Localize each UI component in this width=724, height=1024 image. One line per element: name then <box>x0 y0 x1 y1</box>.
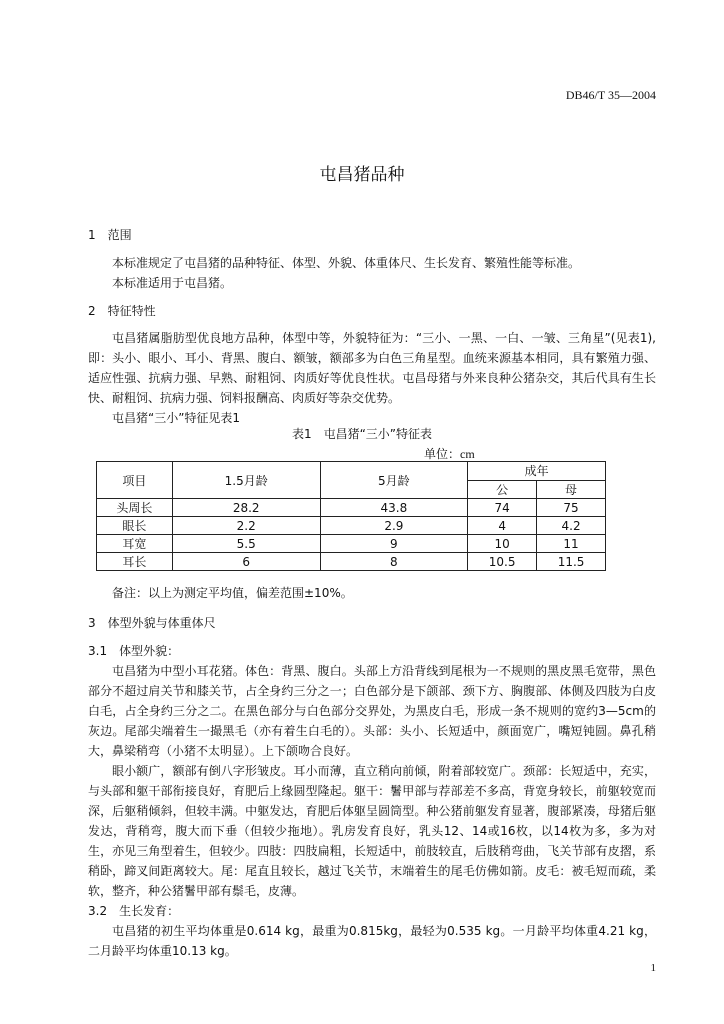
header-5-month: 5月龄 <box>320 462 468 499</box>
section-1-paragraph-2: 本标准适用于屯昌猪。 <box>112 276 233 290</box>
cell-value: 2.9 <box>320 517 468 535</box>
page-number: 1 <box>650 962 656 974</box>
header-adult: 成年 <box>468 462 606 481</box>
cell-value: 5.5 <box>172 535 320 553</box>
cell-value: 9 <box>320 535 468 553</box>
cell-value: 10.5 <box>468 553 537 571</box>
section-2-paragraph-1: 屯昌猪属脂肪型优良地方品种，体型中等，外貌特征为：“三小、一黑、一白、一皱、三角星”(见表1),即：头小、眼小、耳小、背黑、腹白、额皱，额部多为白色三角星型。血统来源基本相同，具有繁殖力强、适应性强、抗病力强、早熟、耐粗饲、肉质好等优良性状。屯昌母猪与外来良种公猪杂交，其后代具有生长快、耐粗饲、抗病力强、饲料报酬高、肉质好等杂交优势。 <box>88 331 656 405</box>
cell-value: 4.2 <box>537 517 606 535</box>
cell-value: 11.5 <box>537 553 606 571</box>
row-label: 耳长 <box>97 553 173 571</box>
header-item: 项目 <box>97 462 173 499</box>
section-3-1-paragraph-1: 屯昌猪为中型小耳花猪。体色：背黑、腹白。头部上方沿背线到尾根为一不规则的黑皮黑毛宽带，黑色部分不超过肩关节和膝关节，占全身约三分之一；白色部分是下颌部、颈下方、胸腹部、体侧及四肢为白皮白毛，占全身约三分之二。在黑色部分与白色部分交界处，为黑皮白毛，形成一条不规则的宽约3—5cm的灰边。尾部尖端着生一撮黑毛（亦有着生白毛的）。头部：头小、长短适中，颜面宽广，嘴短钝圆。鼻孔稍大，鼻梁稍弯（小猪不太明显）。上下颌吻合良好。 <box>88 664 656 758</box>
cell-value: 28.2 <box>172 499 320 517</box>
unit-value: cm <box>460 447 475 461</box>
section-3-2-heading: 3.2 生长发育： <box>88 904 180 918</box>
section-3-1-heading: 3.1 体型外貌： <box>88 644 180 658</box>
standard-code: DB46/T 35—2004 <box>565 88 656 102</box>
table-row <box>97 499 606 517</box>
table-caption: 表1 屯昌猪“三小”特征表 <box>291 427 433 441</box>
header-female: 母 <box>537 480 606 499</box>
section-2-paragraph-2: 屯昌猪“三小”特征见表1 <box>112 411 241 425</box>
cell-value: 11 <box>537 535 606 553</box>
table-row <box>97 535 606 553</box>
header-1-5-month: 1.5月龄 <box>172 462 320 499</box>
section-1-paragraph-1: 本标准规定了屯昌猪的品种特征、体型、外貌、体重体尺、生长发育、繁殖性能等标准。 <box>112 256 581 270</box>
row-label: 耳宽 <box>97 535 173 553</box>
section-3-2-paragraph-1: 屯昌猪的初生平均体重是0.614 kg，最重为0.815kg，最轻为0.535 kg。一月龄平均体重4.21 kg，二月龄平均体重10.13 kg。 <box>88 924 656 958</box>
row-label: 眼长 <box>97 517 173 535</box>
cell-value: 43.8 <box>320 499 468 517</box>
unit-label: 单位： <box>424 447 461 461</box>
section-2-heading: 2 特征特性 <box>88 304 156 318</box>
section-2-body <box>88 328 656 428</box>
section-3-heading: 3 体型外貌与体重体尺 <box>88 616 216 630</box>
cell-value: 74 <box>468 499 537 517</box>
table-unit <box>424 445 475 462</box>
row-label: 头周长 <box>97 499 173 517</box>
cell-value: 10 <box>468 535 537 553</box>
cell-value: 4 <box>468 517 537 535</box>
feature-table <box>96 461 606 571</box>
cell-value: 8 <box>320 553 468 571</box>
section-3-1-paragraph-2: 眼小额广，额部有倒八字形皱皮。耳小而薄，直立稍向前倾，附着部较宽广。颈部：长短适中，充实，与头部和躯干部衔接良好，育肥后上缘圆型隆起。躯干：鬐甲部与荐部差不多高，背宽身较长，前躯较宽而深，后躯稍倾斜，但较丰满。中躯发达，育肥后体躯呈圆筒型。种公猪前躯发育显著，腹部紧凑，母猪后躯发达，背稍弯，腹大而下垂（但较少拖地）。乳房发育良好，乳头12、14或16枚，以14枚为多，多为对生，亦见三角型着生，但较少。四肢：四肢扁粗，长短适中，前肢较直，后肢稍弯曲，飞关节部有皮摺，系稍卧，蹄叉间距离较大。尾：尾直且较长，越过飞关节，末端着生的尾毛仿佛如箭。皮毛：被毛短而疏，柔软，整齐，种公猪鬐甲部有鬃毛，皮薄。 <box>88 764 656 898</box>
page-title: 屯昌猪品种 <box>319 165 405 185</box>
cell-value: 2.2 <box>172 517 320 535</box>
cell-value: 6 <box>172 553 320 571</box>
header-male: 公 <box>468 480 537 499</box>
table-row <box>97 517 606 535</box>
table-row <box>97 553 606 571</box>
section-1-heading: 1 范围 <box>88 228 132 242</box>
section-1-body <box>88 253 656 293</box>
section-3-body <box>88 641 656 961</box>
cell-value: 75 <box>537 499 606 517</box>
table-note: 备注：以上为测定平均值，偏差范围±10%。 <box>112 586 353 600</box>
